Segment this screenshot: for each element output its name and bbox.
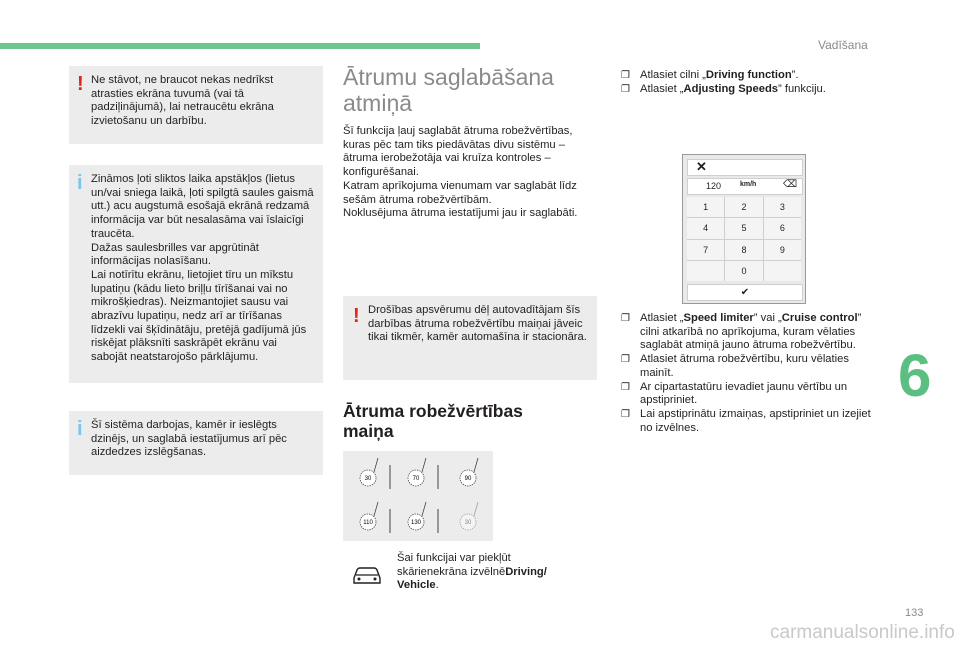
top-accent-bar [0,43,480,49]
close-icon[interactable]: ✕ [696,159,707,174]
keypad-key-6[interactable]: 6 [764,218,801,238]
section-header: Vadīšana [818,38,868,52]
keypad-key-3[interactable]: 3 [764,197,801,217]
list-item: ❐ Atlasiet „Speed limiter” vai „Cruise control” cilni atkarībā no aprīkojuma, kuram vēlaties saglabāt atmiņā jauno ātruma robežvērtību. [621,312,862,352]
backspace-icon[interactable]: ⌫ [783,179,798,190]
keypad-key-blank [687,261,724,281]
checkbox-icon: ❐ [621,83,630,95]
checkbox-icon: ❐ [621,313,630,324]
warning-icon: ! [77,73,84,95]
section-title-change: Ātruma robežvērtības maiņa [343,401,523,441]
section-title-memory: Ātrumu saglabāšana atmiņā [343,64,554,116]
list-item: ❐ Lai apstiprinātu izmaiņas, apstipriniet un izejiet no izvēlnes. [621,407,871,434]
speed-sign-panel [343,451,493,541]
keypad-key-7[interactable]: 7 [687,240,724,260]
keypad-key-1[interactable]: 1 [687,197,724,217]
speed-sign-label: 70 [412,476,420,482]
keypad-key-5[interactable]: 5 [725,218,762,238]
list-item: ❐ Atlasiet „Adjusting Speeds” funkciju. [621,82,826,95]
keypad-key-blank [764,261,801,281]
info-icon: i [77,418,83,440]
speed-sign-30-inactive [460,502,478,530]
info-text: Šī sistēma darbojas, kamēr ir ieslēgts dzinējs, un saglabā iestatījumus arī pēc aizdedzes izslēgšanas. [91,419,287,459]
warning-text: Drošības apsvērumu dēļ autovadītājam šīs darbības ātruma robežvērtību maiņai jāveic tikai tikmēr, kamēr automašīna ir stacionāra. [368,304,587,344]
keypad-key-8[interactable]: 8 [725,240,762,260]
speed-sign-label: 130 [410,520,422,526]
confirm-button[interactable] [687,284,803,301]
checkbox-icon: ❐ [621,354,630,366]
speed-signs-graphic [343,451,493,541]
menu-name: Driving/ Vehicle [397,565,547,592]
checkbox-icon: ❐ [621,70,630,81]
info-icon: i [77,172,83,194]
checkbox-icon: ❐ [621,408,630,420]
speed-sign-90 [460,458,478,486]
speed-unit: km/h [740,181,757,188]
warning-text: Ne stāvot, ne braucot nekas nedrīkst atrasties ekrāna tuvumā (vai tā padziļinājumā), lai netraucētu ekrāna izvietošanu un darbību. [91,74,274,128]
speed-sign-label: 90 [464,476,472,482]
info-box-visibility [69,165,323,383]
list-item: ❐ Ar cipartastatūru ievadiet jaunu vērtību un apstipriniet. [621,380,848,407]
checkbox-icon: ❐ [621,381,630,393]
warning-box-screen [69,66,323,144]
steps-top-list [621,69,871,96]
speed-sign-label: 30 [464,520,472,526]
watermark: carmanualsonline.info [770,622,955,643]
car-icon [350,564,384,591]
speed-keypad-illustration [682,154,806,304]
chapter-number: 6 [898,342,932,409]
speed-sign-130 [408,502,426,530]
info-text: Zināmos ļoti sliktos laika apstākļos (lietus un/vai sniega laikā, ļoti spilgtā saules gaismā utt.) acu augstumā esošajā ekrānā redzamā informācija var būt nesalasāma vai īslaicīgi traucēta. Dažas saulesbrilles var apgrūtināt informācijas nolasīšanu. Lai notīrītu ekrānu, lietojiet tīru un mīkstu lupatiņu (kādu lieto briļļu tīrīšanai vai no mikrošķiedras). Neizmantojiet sausu vai abrazīvu lupatiņu, nedz arī ar tīrīšanas līdzekli vai šķīdinātāju, pretējā gadījumā jūs riskējat plāksnīti saskrāpēt ekrānu vai sabojāt neatstarojošo pārklājumu. [91,173,314,364]
keypad-header [687,159,803,176]
warning-box-stationary [343,296,597,380]
speed-sign-70 [408,458,426,486]
access-text [397,552,577,593]
steps-bottom-list [621,312,871,435]
info-box-settings [69,411,323,475]
warning-icon: ! [353,305,360,327]
keypad-key-0[interactable]: 0 [725,261,762,281]
access-text-suffix: . [435,579,439,592]
access-text-prefix: Šai funkcijai var piekļūt skārienekrāna izvēlnē [397,552,511,578]
speed-input-row [687,178,803,195]
speed-value: 120 [706,181,722,191]
list-item: ❐ Atlasiet cilni „Driving function”. [621,69,799,81]
keypad-key-2[interactable]: 2 [725,197,762,217]
keypad-key-4[interactable]: 4 [687,218,724,238]
list-item: ❐ Atlasiet ātruma robežvērtību, kuru vēlaties mainīt. [621,353,849,379]
speed-sign-label: 30 [364,476,372,482]
page-number: 133 [905,607,924,619]
speed-sign-label: 110 [363,520,373,526]
speed-sign-110 [360,502,378,530]
keypad-key-9[interactable]: 9 [764,240,801,260]
speed-sign-30 [360,458,378,486]
section-body-memory: Šī funkcija ļauj saglabāt ātruma robežvērtības, kuras pēc tam tiks piedāvātas divu sistēmu – ātruma ierobežotāja vai kruīza kontroles – konfigurēšanai. Katram aprīkojuma vienumam var saglabāt līdz sešām ātruma robežvērtībām. Noklusējuma ātruma iestatījumi jau ir saglabāti. [343,125,578,220]
check-icon: ✔ [740,287,750,298]
keypad-grid [687,197,801,281]
